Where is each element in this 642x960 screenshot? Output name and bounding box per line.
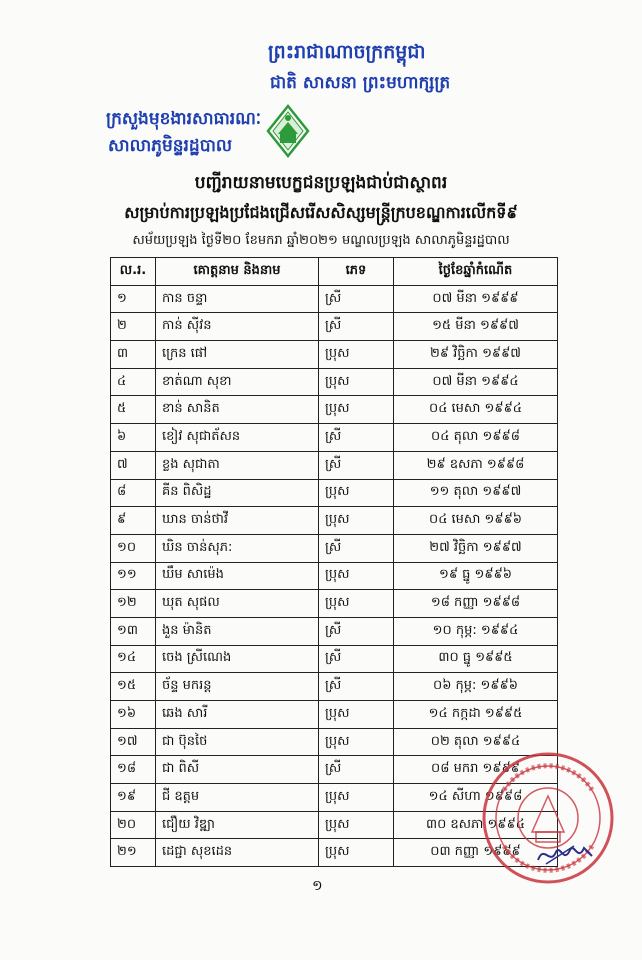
cell-number: ១២ (111, 590, 156, 618)
handwritten-signature (534, 838, 598, 870)
national-motto: ជាតិ សាសនា ព្រះមហាក្សត្រ (270, 73, 451, 93)
column-header-sex: ភេទ (319, 258, 394, 286)
cell-name: ជី ឧត្តម (156, 784, 319, 812)
cell-sex: ប្រុស (319, 479, 394, 507)
cell-dob: ១៥ មីនា ១៩៩៧ (394, 313, 558, 341)
document-title: បញ្ជីរាយនាមបេក្ខជនប្រឡងជាប់ជាស្ថាពរ (194, 173, 448, 193)
cell-name: ខ្លង សុជាតា (156, 451, 319, 479)
cell-name: ឃិន ចាន់សុភ: (156, 534, 319, 562)
cell-name: ដេជ្ជា សុខដេន (156, 839, 319, 867)
cell-name: កាន់ ស៊ីវន (156, 313, 319, 341)
cell-name: ជឿយ វិឌ្ឍា (156, 811, 319, 839)
cell-dob: ២៩ ឧសភា ១៩៩៨ (394, 451, 558, 479)
document-subtitle: សម័យប្រឡង ថ្ងៃទី២០ ខែមករា ឆ្នាំ២០២១ មណ្ឌលប្រឡង សាលាភូមិន្ទរដ្ឋបាល (132, 233, 510, 248)
cell-name: គីន ពិសិដ្ឋ (156, 479, 319, 507)
cell-sex: ប្រុស (319, 368, 394, 396)
table-row (111, 479, 558, 507)
cell-dob: ២៧ វិច្ឆិកា ១៩៩៧ (394, 534, 558, 562)
table-row (111, 673, 558, 701)
cell-sex: ស្រី (319, 756, 394, 784)
cell-name: ចេង ស្រីណេង (156, 645, 319, 673)
cell-name: ក្រេន ផៅ (156, 341, 319, 369)
cell-sex: ស្រី (319, 673, 394, 701)
table-row (111, 562, 558, 590)
cell-dob: ១០ កុម្ភ: ១៩៩៤ (394, 617, 558, 645)
cell-number: ១៤ (111, 645, 156, 673)
cell-name: ខាន់ សានិត (156, 396, 319, 424)
cell-sex: ប្រុស (319, 839, 394, 867)
cell-number: ១០ (111, 534, 156, 562)
cell-name: ជា ពិសី (156, 756, 319, 784)
cell-dob: ០៣ កញ្ញា ១៩៩៩ (394, 839, 558, 867)
cell-dob: ៣០ ឧសភា ១៩៩៤ (394, 811, 558, 839)
cell-sex: ប្រុស (319, 507, 394, 535)
column-header-dob: ថ្ងៃខែឆ្នាំកំណើត (394, 258, 558, 286)
cell-sex: ស្រី (319, 534, 394, 562)
cell-name: ជា ប៊ុនថៃ (156, 728, 319, 756)
cell-dob: ០៨ មករា ១៩៩៩ (394, 756, 558, 784)
table-row (111, 313, 558, 341)
table-row (111, 590, 558, 618)
cell-number: ៥ (111, 396, 156, 424)
cell-dob: ០៤ មេសា ១៩៩៦ (394, 507, 558, 535)
cell-number: ៣ (111, 341, 156, 369)
cell-sex: ប្រុស (319, 396, 394, 424)
cell-number: ៩ (111, 507, 156, 535)
cell-dob: ១៤ កក្កដា ១៩៩៥ (394, 701, 558, 729)
cell-dob: ០៤ មេសា ១៩៩៤ (394, 396, 558, 424)
cell-sex: ស្រី (319, 313, 394, 341)
ministry-name: ក្រសួងមុខងារសាធារណៈ (106, 109, 262, 129)
table-row (111, 341, 558, 369)
cell-dob: ០៧ មីនា ១៩៩៤ (394, 368, 558, 396)
cell-dob: ០៤ តុលា ១៩៩៨ (394, 424, 558, 452)
cell-name: ឃុត សុផល (156, 590, 319, 618)
table-row (111, 701, 558, 729)
cell-number: ២០ (111, 811, 156, 839)
cell-dob: ២៩ វិច្ឆិកា ១៩៩៧ (394, 341, 558, 369)
cell-sex: ប្រុស (319, 784, 394, 812)
cell-sex: ប្រុស (319, 701, 394, 729)
cell-number: ២១ (111, 839, 156, 867)
cell-sex: ប្រុស (319, 590, 394, 618)
kingdom-heading: ព្រះរាជាណាចក្រកម្ពុជា (268, 41, 426, 63)
cell-number: ១៥ (111, 673, 156, 701)
table-row (111, 451, 558, 479)
cell-dob: ០៦ កុម្ភ: ១៩៩៦ (394, 673, 558, 701)
cell-name: ឆេង សារី (156, 701, 319, 729)
cell-name: ខៀវ សុជាត័សន (156, 424, 319, 452)
table-row (111, 617, 558, 645)
cell-sex: ប្រុស (319, 811, 394, 839)
cell-number: ១ (111, 285, 156, 313)
cell-number: ៧ (111, 451, 156, 479)
cell-number: ១៨ (111, 756, 156, 784)
cell-name: ខាត់ណា សុខា (156, 368, 319, 396)
table-row (111, 424, 558, 452)
cell-dob: ១៨ កញ្ញា ១៩៩៨ (394, 590, 558, 618)
cell-number: ៤ (111, 368, 156, 396)
cell-name: ច័ន្ទ មករន្ត (156, 673, 319, 701)
cell-dob: ១៩ ធ្នូ ១៩៩៦ (394, 562, 558, 590)
table-row (111, 285, 558, 313)
cell-number: ១១ (111, 562, 156, 590)
cell-sex: ស្រី (319, 617, 394, 645)
cell-name: កាន ចន្ទា (156, 285, 319, 313)
cell-number: ៨ (111, 479, 156, 507)
cell-number: ១៩ (111, 784, 156, 812)
table-row (111, 368, 558, 396)
column-header-no: ល.រ. (111, 258, 156, 286)
cell-sex: ប្រុស (319, 562, 394, 590)
cell-name: ឃាន ចាន់ថាវី (156, 507, 319, 535)
cell-sex: ស្រី (319, 645, 394, 673)
table-header-row (111, 258, 558, 286)
page-number: ១ (312, 878, 323, 894)
cell-number: ៦ (111, 424, 156, 452)
cell-sex: ស្រី (319, 285, 394, 313)
table-row (111, 534, 558, 562)
cell-number: ២ (111, 313, 156, 341)
table-row (111, 645, 558, 673)
school-emblem-icon (266, 104, 310, 158)
cell-dob: ០២ តុលា ១៩៩៤ (394, 728, 558, 756)
cell-number: ១៦ (111, 701, 156, 729)
table-row (111, 396, 558, 424)
cell-number: ១៣ (111, 617, 156, 645)
school-name: សាលាភូមិន្ទរដ្ឋបាល (108, 136, 233, 156)
cell-dob: ៣០ ធ្នូ ១៩៩៥ (394, 645, 558, 673)
cell-dob: ០៧ មីនា ១៩៩៩ (394, 285, 558, 313)
cell-dob: ១៤ សីហា ១៩៩៨ (394, 784, 558, 812)
cell-name: ងួន ម៉ានិត (156, 617, 319, 645)
cell-sex: ប្រុស (319, 341, 394, 369)
cell-sex: ប្រុស (319, 728, 394, 756)
cell-number: ១៧ (111, 728, 156, 756)
cell-dob: ១១ តុលា ១៩៩៧ (394, 479, 558, 507)
cell-name: ឃឹម សាម៉េង (156, 562, 319, 590)
cell-sex: ស្រី (319, 424, 394, 452)
column-header-name: គោត្តនាម និងនាម (156, 258, 319, 286)
cell-sex: ស្រី (319, 451, 394, 479)
table-row (111, 507, 558, 535)
document-title-line2: សម្រាប់ការប្រឡងប្រជែងជ្រើសរើសសិស្សមន្ត្រីក្របខណ្ឌការលើកទី៩ (124, 203, 518, 222)
